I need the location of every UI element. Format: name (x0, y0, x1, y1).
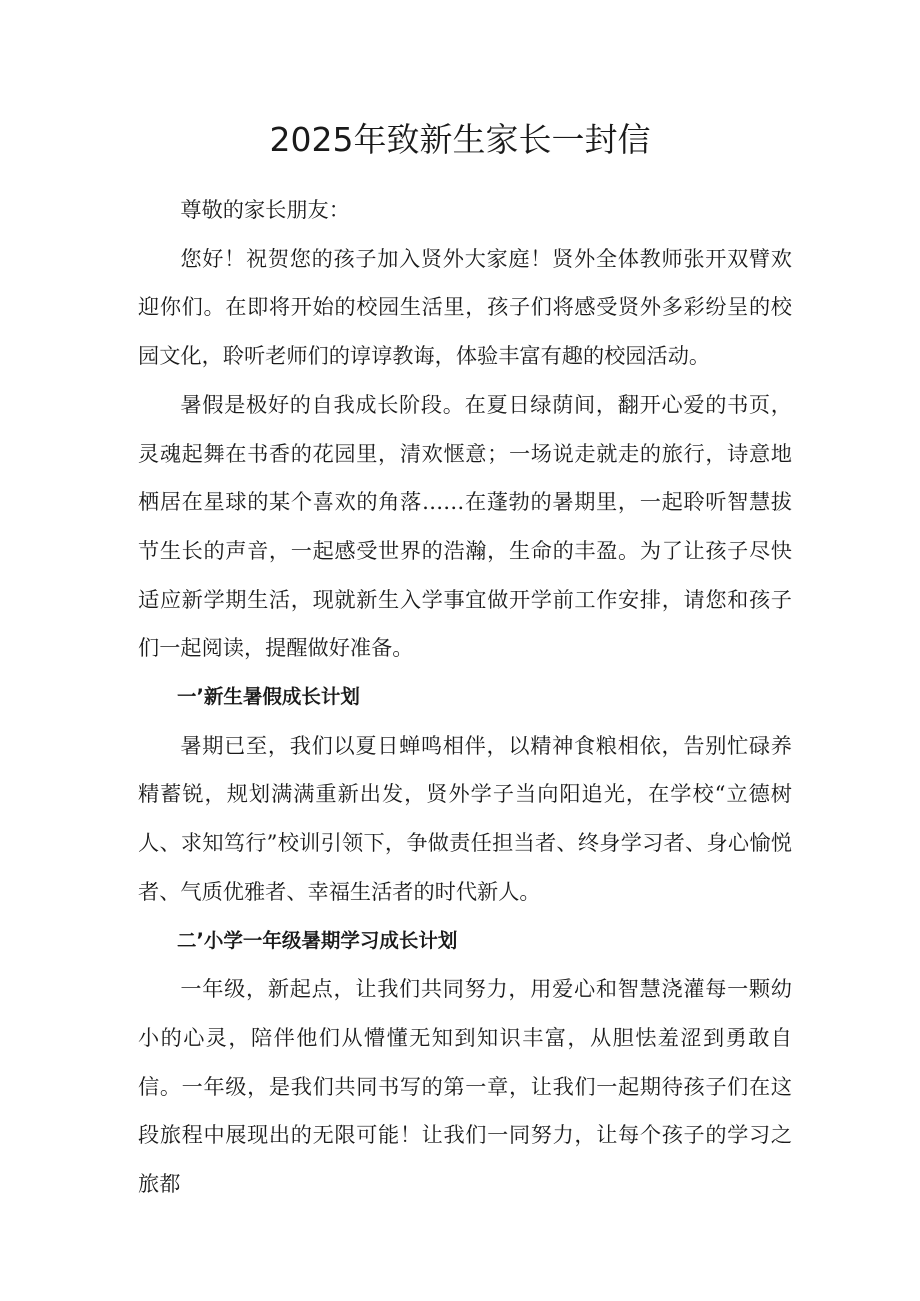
paragraph-greeting: 您好！祝贺您的孩子加入贤外大家庭！贤外全体教师张开双臂欢迎你们。在即将开始的校园生活里，孩子们将感受贤外多彩纷呈的校园文化，聆听老师们的谆谆教诲，体验丰富有趣的校园活动。 (138, 245, 792, 369)
letter-body (138, 186, 792, 1209)
paragraph-summer: 暑假是极好的自我成长阶段。在夏日绿荫间，翻开心爱的书页，灵魂起舞在书香的花园里，清欢惬意；一场说走就走的旅行，诗意地栖居在星球的某个喜欢的角落……在蓬勃的暑期里，一起聆听智慧拔节生长的声音，一起感受世界的浩瀚，生命的丰盈。为了让孩子尽快适应新学期生活，现就新生入学事宜做开学前工作安排，请您和孩子们一起阅读，提醒做好准备。 (138, 391, 792, 661)
paragraph-summer-plan: 暑期已至，我们以夏日蝉鸣相伴，以精神食粮相依，告别忙碌养精蓄锐，规划满满重新出发，贤外学子当向阳追光，在学校“立德树人、求知笃行”校训引领下，争做责任担当者、终身学习者、身心愉悦者、气质优雅者、幸福生活者的时代新人。 (138, 732, 792, 904)
section-heading-1: 一’新生暑假成长计划 (177, 685, 360, 709)
salutation: 尊敬的家长朋友： (180, 197, 350, 222)
paragraph-grade-one: 一年级，新起点，让我们共同努力，用爱心和智慧浇灌每一颗幼小的心灵，陪伴他们从懵懂无知到知识丰富，从胆怯羞涩到勇敢自信。一年级，是我们共同书写的第一章，让我们一起期待孩子们在这段旅程中展现出的无限可能！让我们一同努力，让每个孩子的学习之旅都 (138, 976, 792, 1197)
section-heading-2: 二’小学一年级暑期学习成长计划 (177, 928, 458, 952)
document-title: 2025年致新生家长一封信 (269, 120, 651, 159)
